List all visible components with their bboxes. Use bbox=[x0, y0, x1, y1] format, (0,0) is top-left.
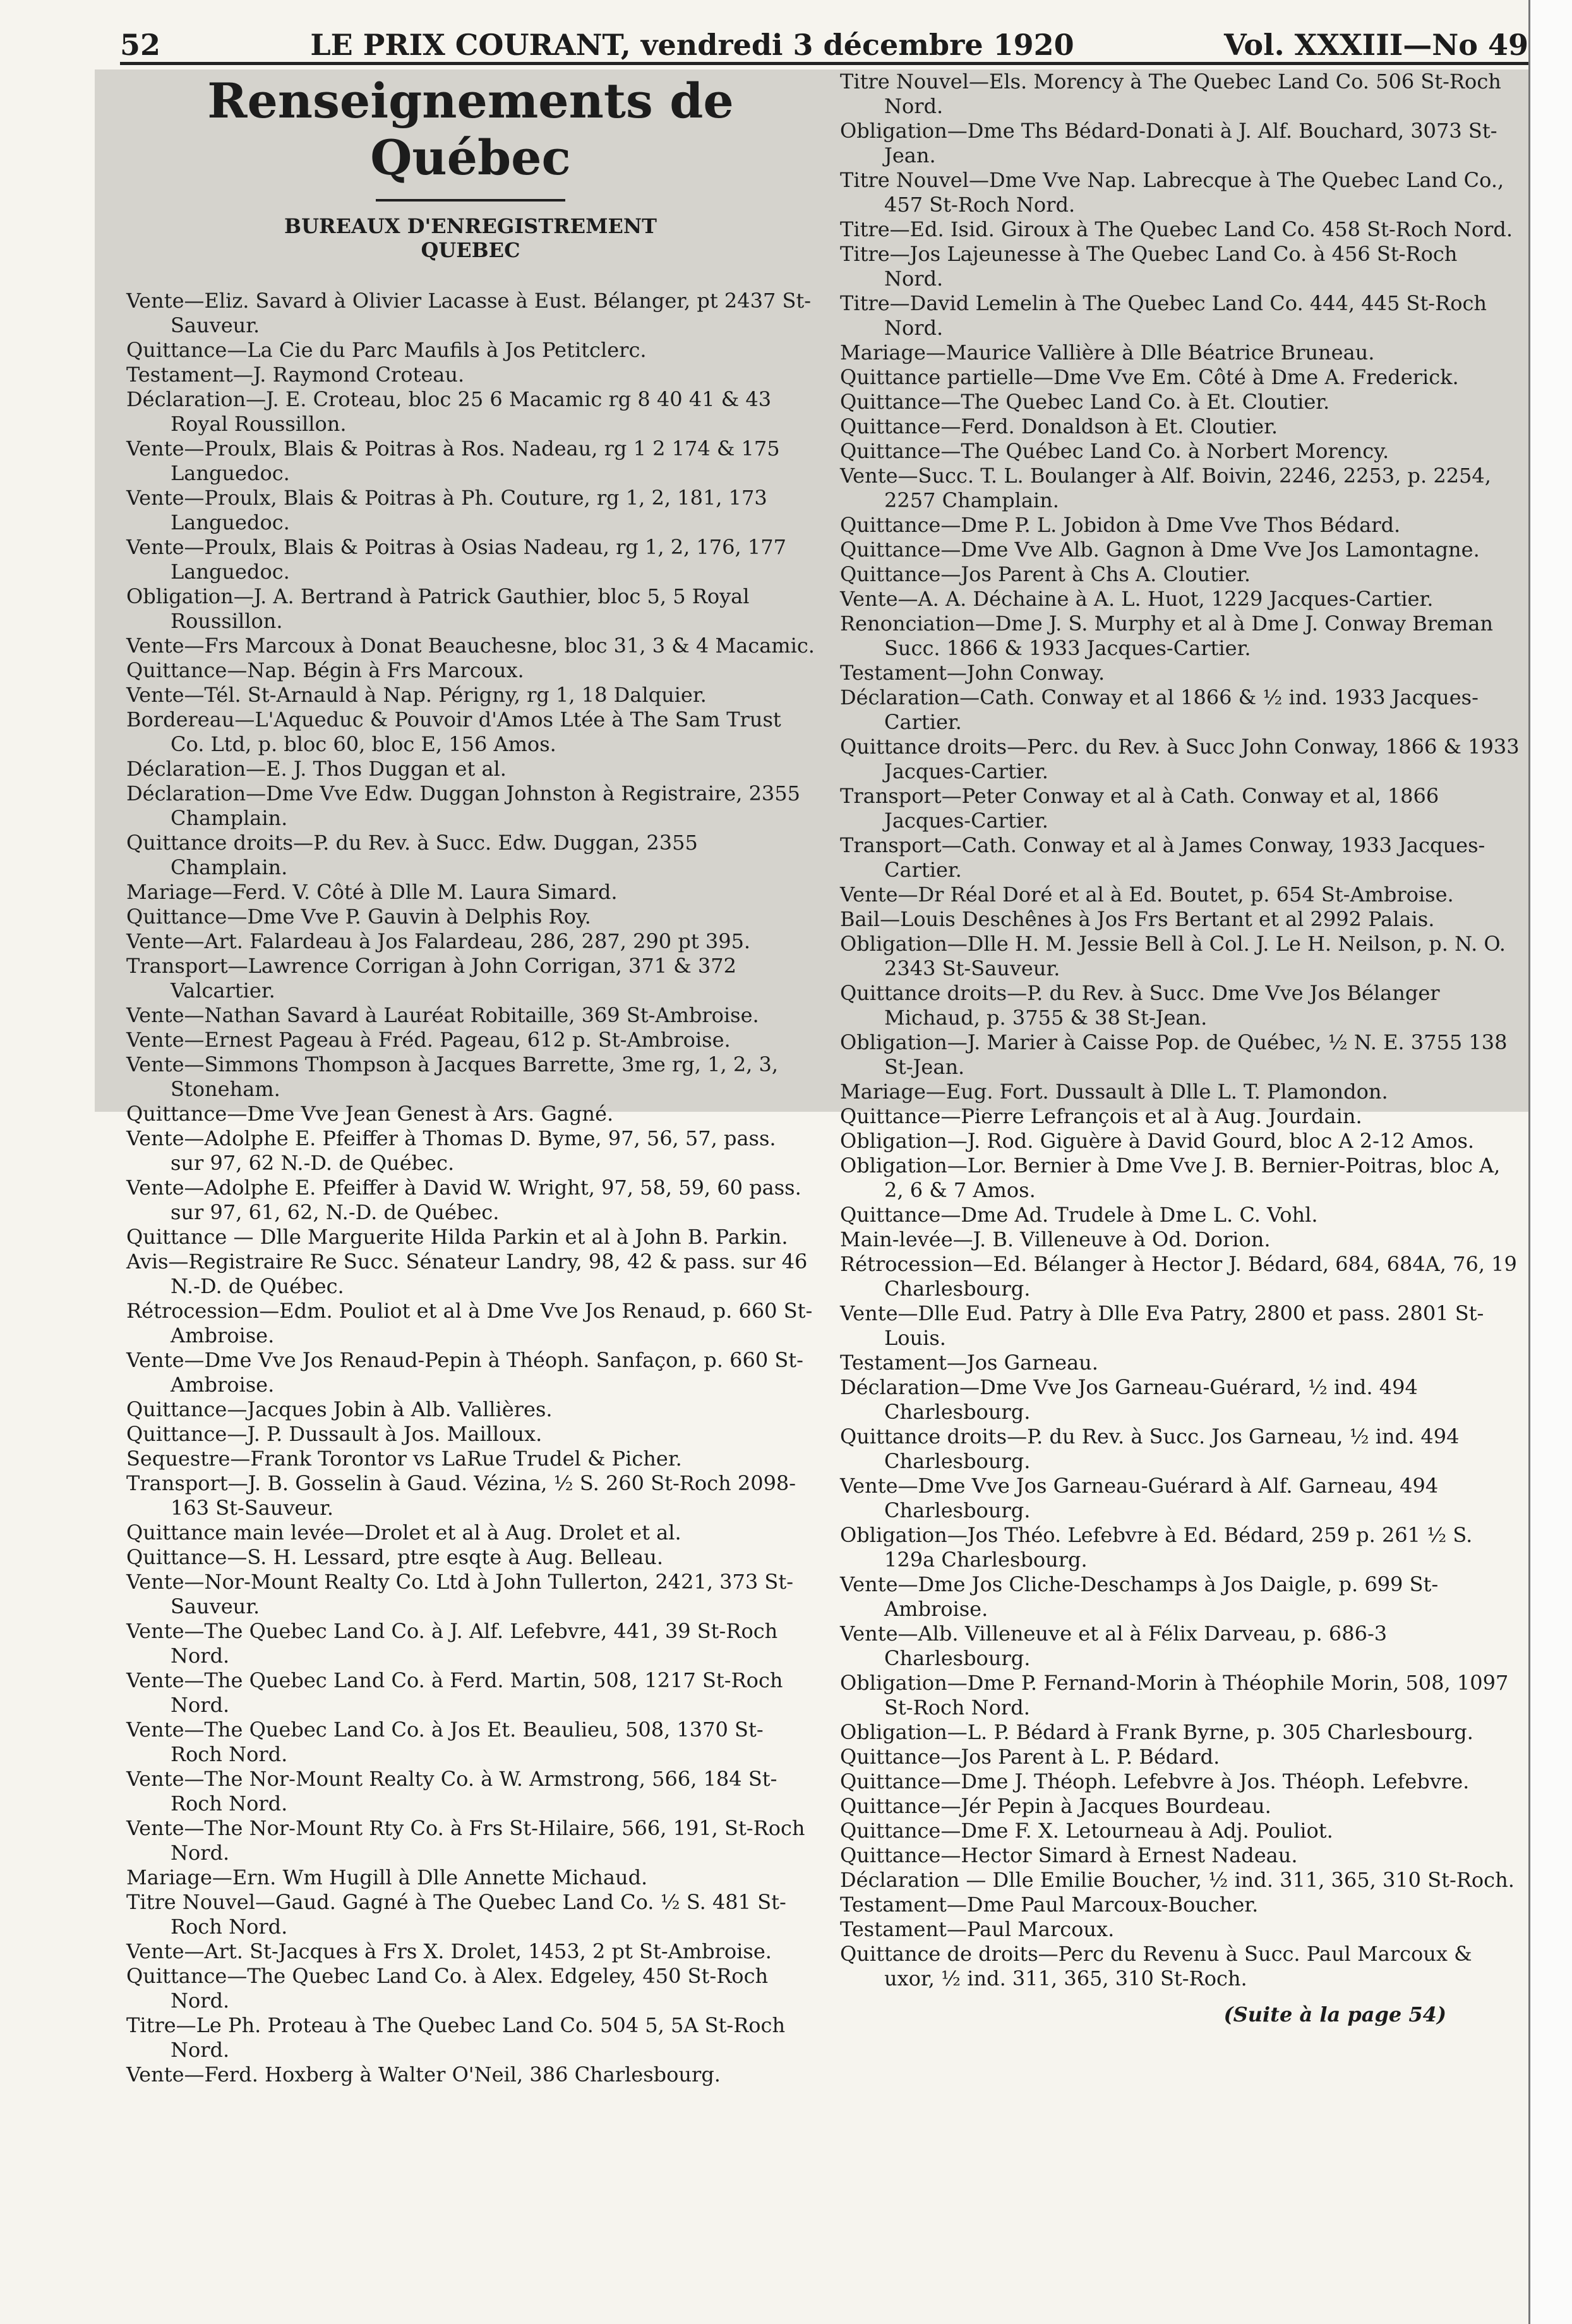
registry-entry: Rétrocession—Ed. Bélanger à Hector J. Bédard, 684, 684A, 76, 19 Charlesbourg. bbox=[840, 1252, 1517, 1301]
registry-entry: Obligation—Jos Théo. Lefebvre à Ed. Bédard, 259 p. 261 ½ S. 129a Charlesbourg. bbox=[840, 1523, 1473, 1572]
registry-entry: Vente—Simmons Thompson à Jacques Barrette, 3me rg, 1, 2, 3, Stoneham. bbox=[126, 1052, 779, 1101]
registry-entry: Mariage—Ern. Wm Hugill à Dlle Annette Michaud. bbox=[126, 1865, 648, 1889]
registry-entry: Quittance—Dme Vve Jean Genest à Ars. Gagné. bbox=[126, 1102, 614, 1126]
registry-entry: Titre Nouvel—Gaud. Gagné à The Quebec Land Co. ½ S. 481 St-Roch Nord. bbox=[126, 1890, 786, 1939]
registry-entry: Quittance—Jos Parent à L. P. Bédard. bbox=[840, 1745, 1220, 1769]
registry-entry: Quittance—La Cie du Parc Maufils à Jos Petitclerc. bbox=[126, 338, 647, 362]
registry-entry: Testament—Paul Marcoux. bbox=[840, 1917, 1115, 1941]
continuation-note: (Suite à la page 54) bbox=[1223, 2002, 1446, 2026]
registry-entry: Vente—Nor-Mount Realty Co. Ltd à John Tullerton, 2421, 373 St-Sauveur. bbox=[126, 1570, 794, 1618]
right-entry-list bbox=[840, 69, 1522, 1991]
registry-entry: Mariage—Eug. Fort. Dussault à Dlle L. T. Plamondon. bbox=[840, 1080, 1388, 1104]
registry-entry: Vente—Dme Vve Jos Garneau-Guérard à Alf. Garneau, 494 Charlesbourg. bbox=[840, 1474, 1439, 1522]
registry-entry: Quittance—Dme F. X. Letourneau à Adj. Pouliot. bbox=[840, 1819, 1333, 1843]
registry-entry: Titre—Jos Lajeunesse à The Quebec Land Co. à 456 St-Roch Nord. bbox=[840, 242, 1458, 291]
registry-entry: Titre Nouvel—Dme Vve Nap. Labrecque à The Quebec Land Co., 457 St-Roch Nord. bbox=[840, 168, 1504, 217]
registry-entry: Vente—Proulx, Blais & Poitras à Osias Nadeau, rg 1, 2, 176, 177 Languedoc. bbox=[126, 535, 786, 584]
registry-entry: Avis—Registraire Re Succ. Sénateur Landry, 98, 42 & pass. sur 46 N.-D. de Québec. bbox=[126, 1249, 808, 1298]
title-rule bbox=[376, 199, 565, 202]
registry-entry: Quittance—J. P. Dussault à Jos. Mailloux. bbox=[126, 1422, 543, 1446]
registry-entry: Quittance—Ferd. Donaldson à Et. Cloutier. bbox=[840, 414, 1278, 438]
registry-entry: Vente—Proulx, Blais & Poitras à Ph. Couture, rg 1, 2, 181, 173 Languedoc. bbox=[126, 486, 767, 534]
registry-entry: Vente—Alb. Villeneuve et al à Félix Darveau, p. 686-3 Charlesbourg. bbox=[840, 1622, 1388, 1670]
registry-entry: Vente—Nathan Savard à Lauréat Robitaille, 369 St-Ambroise. bbox=[126, 1003, 759, 1027]
registry-entry: Transport—Cath. Conway et al à James Conway, 1933 Jacques-Cartier. bbox=[840, 833, 1485, 882]
registry-entry: Main-levée—J. B. Villeneuve à Od. Dorion. bbox=[840, 1227, 1271, 1251]
subtitle-line-1: BUREAUX D'ENREGISTREMENT bbox=[284, 214, 657, 238]
registry-entry: Titre—Le Ph. Proteau à The Quebec Land Co. 504 5, 5A St-Roch Nord. bbox=[126, 2013, 786, 2062]
registry-entry: Quittance droits—Perc. du Rev. à Succ John Conway, 1866 & 1933 Jacques-Cartier. bbox=[840, 735, 1520, 783]
page-header bbox=[120, 18, 1528, 65]
registry-entry: Quittance—Dme Vve Alb. Gagnon à Dme Vve Jos Lamontagne. bbox=[840, 538, 1480, 562]
registry-entry: Renonciation—Dme J. S. Murphy et al à Dme J. Conway Breman Succ. 1866 & 1933 Jacques-Cartier. bbox=[840, 611, 1494, 660]
registry-entry: Obligation—Lor. Bernier à Dme Vve J. B. Bernier-Poitras, bloc A, 2, 6 & 7 Amos. bbox=[840, 1153, 1501, 1202]
registry-entry: Transport—J. B. Gosselin à Gaud. Vézina, ½ S. 260 St-Roch 2098-163 St-Sauveur. bbox=[126, 1471, 796, 1520]
registry-entry: Titre—Ed. Isid. Giroux à The Quebec Land Co. 458 St-Roch Nord. bbox=[840, 217, 1513, 241]
registry-entry: Transport—Peter Conway et al à Cath. Conway et al, 1866 Jacques-Cartier. bbox=[840, 784, 1439, 833]
registry-entry: Vente—The Quebec Land Co. à Jos Et. Beaulieu, 508, 1370 St-Roch Nord. bbox=[126, 1718, 764, 1766]
registry-entry: Vente—Dme Jos Cliche-Deschamps à Jos Daigle, p. 699 St-Ambroise. bbox=[840, 1572, 1439, 1621]
registry-entry: Quittance—Dme J. Théoph. Lefebvre à Jos. Théoph. Lefebvre. bbox=[840, 1769, 1470, 1793]
registry-entry: Quittance—Pierre Lefrançois et al à Aug. Jourdain. bbox=[840, 1104, 1362, 1128]
registry-entry: Quittance—Jos Parent à Chs A. Cloutier. bbox=[840, 562, 1251, 586]
registry-entry: Quittance—Jér Pepin à Jacques Bourdeau. bbox=[840, 1794, 1271, 1818]
registry-entry: Quittance—Dme Vve P. Gauvin à Delphis Roy. bbox=[126, 905, 591, 929]
registry-entry: Vente—Adolphe E. Pfeiffer à David W. Wright, 97, 58, 59, 60 pass. sur 97, 61, 62, N.-D. de Québec. bbox=[126, 1176, 801, 1224]
registry-entry: Obligation—J. A. Bertrand à Patrick Gauthier, bloc 5, 5 Royal Roussillon. bbox=[126, 584, 750, 633]
registry-entry: Quittance—Jacques Jobin à Alb. Vallières. bbox=[126, 1397, 553, 1421]
registry-entry: Obligation—Dme Ths Bédard-Donati à J. Alf. Bouchard, 3073 St-Jean. bbox=[840, 119, 1497, 167]
registry-entry: Déclaration—J. E. Croteau, bloc 25 6 Macamic rg 8 40 41 & 43 Royal Roussillon. bbox=[126, 387, 772, 436]
registry-entry: Vente—Adolphe E. Pfeiffer à Thomas D. Byme, 97, 56, 57, pass. sur 97, 62 N.-D. de Québec. bbox=[126, 1126, 776, 1175]
registry-entry: Déclaration—Dme Vve Jos Garneau-Guérard, ½ ind. 494 Charlesbourg. bbox=[840, 1375, 1418, 1424]
registry-entry: Vente—Dlle Eud. Patry à Dlle Eva Patry, 2800 et pass. 2801 St-Louis. bbox=[840, 1301, 1484, 1350]
registry-entry: Vente—The Quebec Land Co. à Ferd. Martin, 508, 1217 St-Roch Nord. bbox=[126, 1668, 783, 1717]
registry-entry: Vente—A. A. Déchaine à A. L. Huot, 1229 Jacques-Cartier. bbox=[840, 587, 1434, 611]
registry-entry: Quittance droits—P. du Rev. à Succ. Edw. Duggan, 2355 Champlain. bbox=[126, 831, 698, 879]
registry-entry: Testament—John Conway. bbox=[840, 661, 1105, 685]
subtitle-line-2: QUEBEC bbox=[421, 238, 520, 262]
registry-entry: Mariage—Maurice Vallière à Dlle Béatrice Bruneau. bbox=[840, 340, 1375, 364]
registry-entry: Quittance droits—P. du Rev. à Succ. Jos Garneau, ½ ind. 494 Charlesbourg. bbox=[840, 1424, 1460, 1473]
page-number: 52 bbox=[120, 28, 161, 62]
registry-entry: Bail—Louis Deschênes à Jos Frs Bertant et al 2992 Palais. bbox=[840, 907, 1435, 931]
registry-entry: Vente—Succ. T. L. Boulanger à Alf. Boivin, 2246, 2253, p. 2254, 2257 Champlain. bbox=[840, 464, 1491, 512]
registry-entry: Quittance—Dme P. L. Jobidon à Dme Vve Thos Bédard. bbox=[840, 513, 1401, 537]
registry-entry: Vente—Dme Vve Jos Renaud-Pepin à Théoph. Sanfaçon, p. 660 St-Ambroise. bbox=[126, 1348, 803, 1397]
registry-entry: Vente—Frs Marcoux à Donat Beauchesne, bloc 31, 3 & 4 Macamic. bbox=[126, 634, 815, 658]
registry-entry: Vente—Proulx, Blais & Poitras à Ros. Nadeau, rg 1 2 174 & 175 Languedoc. bbox=[126, 437, 780, 485]
registry-entry: Quittance—The Québec Land Co. à Norbert Morency. bbox=[840, 439, 1389, 463]
registry-entry: Quittance de droits—Perc du Revenu à Succ. Paul Marcoux & uxor, ½ ind. 311, 365, 310 St-Roch. bbox=[840, 1942, 1472, 1990]
registry-entry: Rétrocession—Edm. Pouliot et al à Dme Vve Jos Renaud, p. 660 St-Ambroise. bbox=[126, 1299, 813, 1347]
registry-entry: Quittance—The Quebec Land Co. à Alex. Edgeley, 450 St-Roch Nord. bbox=[126, 1964, 769, 2013]
registry-entry: Obligation—J. Marier à Caisse Pop. de Québec, ½ N. E. 3755 138 St-Jean. bbox=[840, 1030, 1508, 1079]
registry-entry: Quittance—The Quebec Land Co. à Et. Cloutier. bbox=[840, 390, 1330, 414]
registry-entry: Vente—Ferd. Hoxberg à Walter O'Neil, 386 Charlesbourg. bbox=[126, 2062, 721, 2086]
registry-entry: Vente—The Nor-Mount Realty Co. à W. Armstrong, 566, 184 St-Roch Nord. bbox=[126, 1767, 777, 1815]
registry-entry: Bordereau—L'Aqueduc & Pouvoir d'Amos Ltée à The Sam Trust Co. Ltd, p. bloc 60, bloc E, 156 Amos. bbox=[126, 707, 781, 756]
registry-entry: Vente—Art. St-Jacques à Frs X. Drolet, 1453, 2 pt St-Ambroise. bbox=[126, 1939, 772, 1963]
registry-entry: Vente—Tél. St-Arnauld à Nap. Périgny, rg 1, 18 Dalquier. bbox=[126, 683, 707, 707]
registry-entry: Sequestre—Frank Torontor vs LaRue Trudel & Picher. bbox=[126, 1447, 682, 1471]
registry-entry: Quittance main levée—Drolet et al à Aug. Drolet et al. bbox=[126, 1520, 681, 1544]
volume-number: Vol. XXXIII—No 49 bbox=[1223, 28, 1528, 62]
registry-entry: Déclaration—Cath. Conway et al 1866 & ½ ind. 1933 Jacques-Cartier. bbox=[840, 685, 1479, 734]
registry-entry: Quittance—S. H. Lessard, ptre esqte à Aug. Belleau. bbox=[126, 1545, 664, 1569]
registry-entry: Déclaration—E. J. Thos Duggan et al. bbox=[126, 757, 507, 781]
registry-entry: Testament—J. Raymond Croteau. bbox=[126, 363, 465, 387]
registry-entry: Quittance—Hector Simard à Ernest Nadeau. bbox=[840, 1843, 1298, 1867]
left-column bbox=[126, 69, 815, 2087]
registry-entry: Quittance partielle—Dme Vve Em. Côté à Dme A. Frederick. bbox=[840, 365, 1459, 389]
registry-entry: Vente—Ernest Pageau à Fréd. Pageau, 612 p. St-Ambroise. bbox=[126, 1028, 731, 1052]
registry-entry: Vente—The Quebec Land Co. à J. Alf. Lefebvre, 441, 39 St-Roch Nord. bbox=[126, 1619, 778, 1668]
right-column bbox=[840, 69, 1522, 2027]
registry-entry: Titre—David Lemelin à The Quebec Land Co. 444, 445 St-Roch Nord. bbox=[840, 291, 1487, 340]
registry-entry: Déclaration — Dlle Emilie Boucher, ½ ind. 311, 365, 310 St-Roch. bbox=[840, 1868, 1515, 1892]
registry-entry: Obligation—Dlle H. M. Jessie Bell à Col. J. Le H. Neilson, p. N. O. 2343 St-Sauveur. bbox=[840, 932, 1506, 980]
newspaper-title: LE PRIX COURANT, vendredi 3 décembre 1920 bbox=[310, 28, 1074, 62]
registry-entry: Déclaration—Dme Vve Edw. Duggan Johnston à Registraire, 2355 Champlain. bbox=[126, 781, 800, 830]
registry-entry: Quittance droits—P. du Rev. à Succ. Dme Vve Jos Bélanger Michaud, p. 3755 & 38 St-Jean. bbox=[840, 981, 1440, 1030]
registry-entry: Transport—Lawrence Corrigan à John Corrigan, 371 & 372 Valcartier. bbox=[126, 954, 736, 1002]
registry-entry: Quittance—Nap. Bégin à Frs Marcoux. bbox=[126, 658, 524, 682]
registry-entry: Obligation—J. Rod. Giguère à David Gourd, bloc A 2-12 Amos. bbox=[840, 1129, 1475, 1153]
registry-entry: Vente—The Nor-Mount Rty Co. à Frs St-Hilaire, 566, 191, St-Roch Nord. bbox=[126, 1816, 805, 1865]
registry-entry: Quittance — Dlle Marguerite Hilda Parkin et al à John B. Parkin. bbox=[126, 1225, 788, 1249]
registry-entry: Quittance—Dme Ad. Trudele à Dme L. C. Vohl. bbox=[840, 1203, 1318, 1227]
registry-entry: Vente—Dr Réal Doré et al à Ed. Boutet, p. 654 St-Ambroise. bbox=[840, 882, 1454, 906]
section-subtitle bbox=[126, 214, 815, 262]
section-title: Renseignements de Québec bbox=[207, 73, 734, 186]
registry-entry: Vente—Eliz. Savard à Olivier Lacasse à Eust. Bélanger, pt 2437 St-Sauveur. bbox=[126, 289, 812, 337]
registry-entry: Obligation—Dme P. Fernand-Morin à Théophile Morin, 508, 1097 St-Roch Nord. bbox=[840, 1671, 1509, 1719]
registry-entry: Vente—Art. Falardeau à Jos Falardeau, 286, 287, 290 pt 395. bbox=[126, 929, 751, 953]
left-entry-list bbox=[126, 289, 815, 2087]
registry-entry: Mariage—Ferd. V. Côté à Dlle M. Laura Simard. bbox=[126, 880, 618, 904]
registry-entry: Testament—Jos Garneau. bbox=[840, 1351, 1098, 1375]
registry-entry: Titre Nouvel—Els. Morency à The Quebec Land Co. 506 St-Roch Nord. bbox=[840, 69, 1501, 118]
right-margin-strip bbox=[1528, 0, 1572, 2324]
registry-entry: Obligation—L. P. Bédard à Frank Byrne, p. 305 Charlesbourg. bbox=[840, 1720, 1473, 1744]
registry-entry: Testament—Dme Paul Marcoux-Boucher. bbox=[840, 1893, 1259, 1917]
